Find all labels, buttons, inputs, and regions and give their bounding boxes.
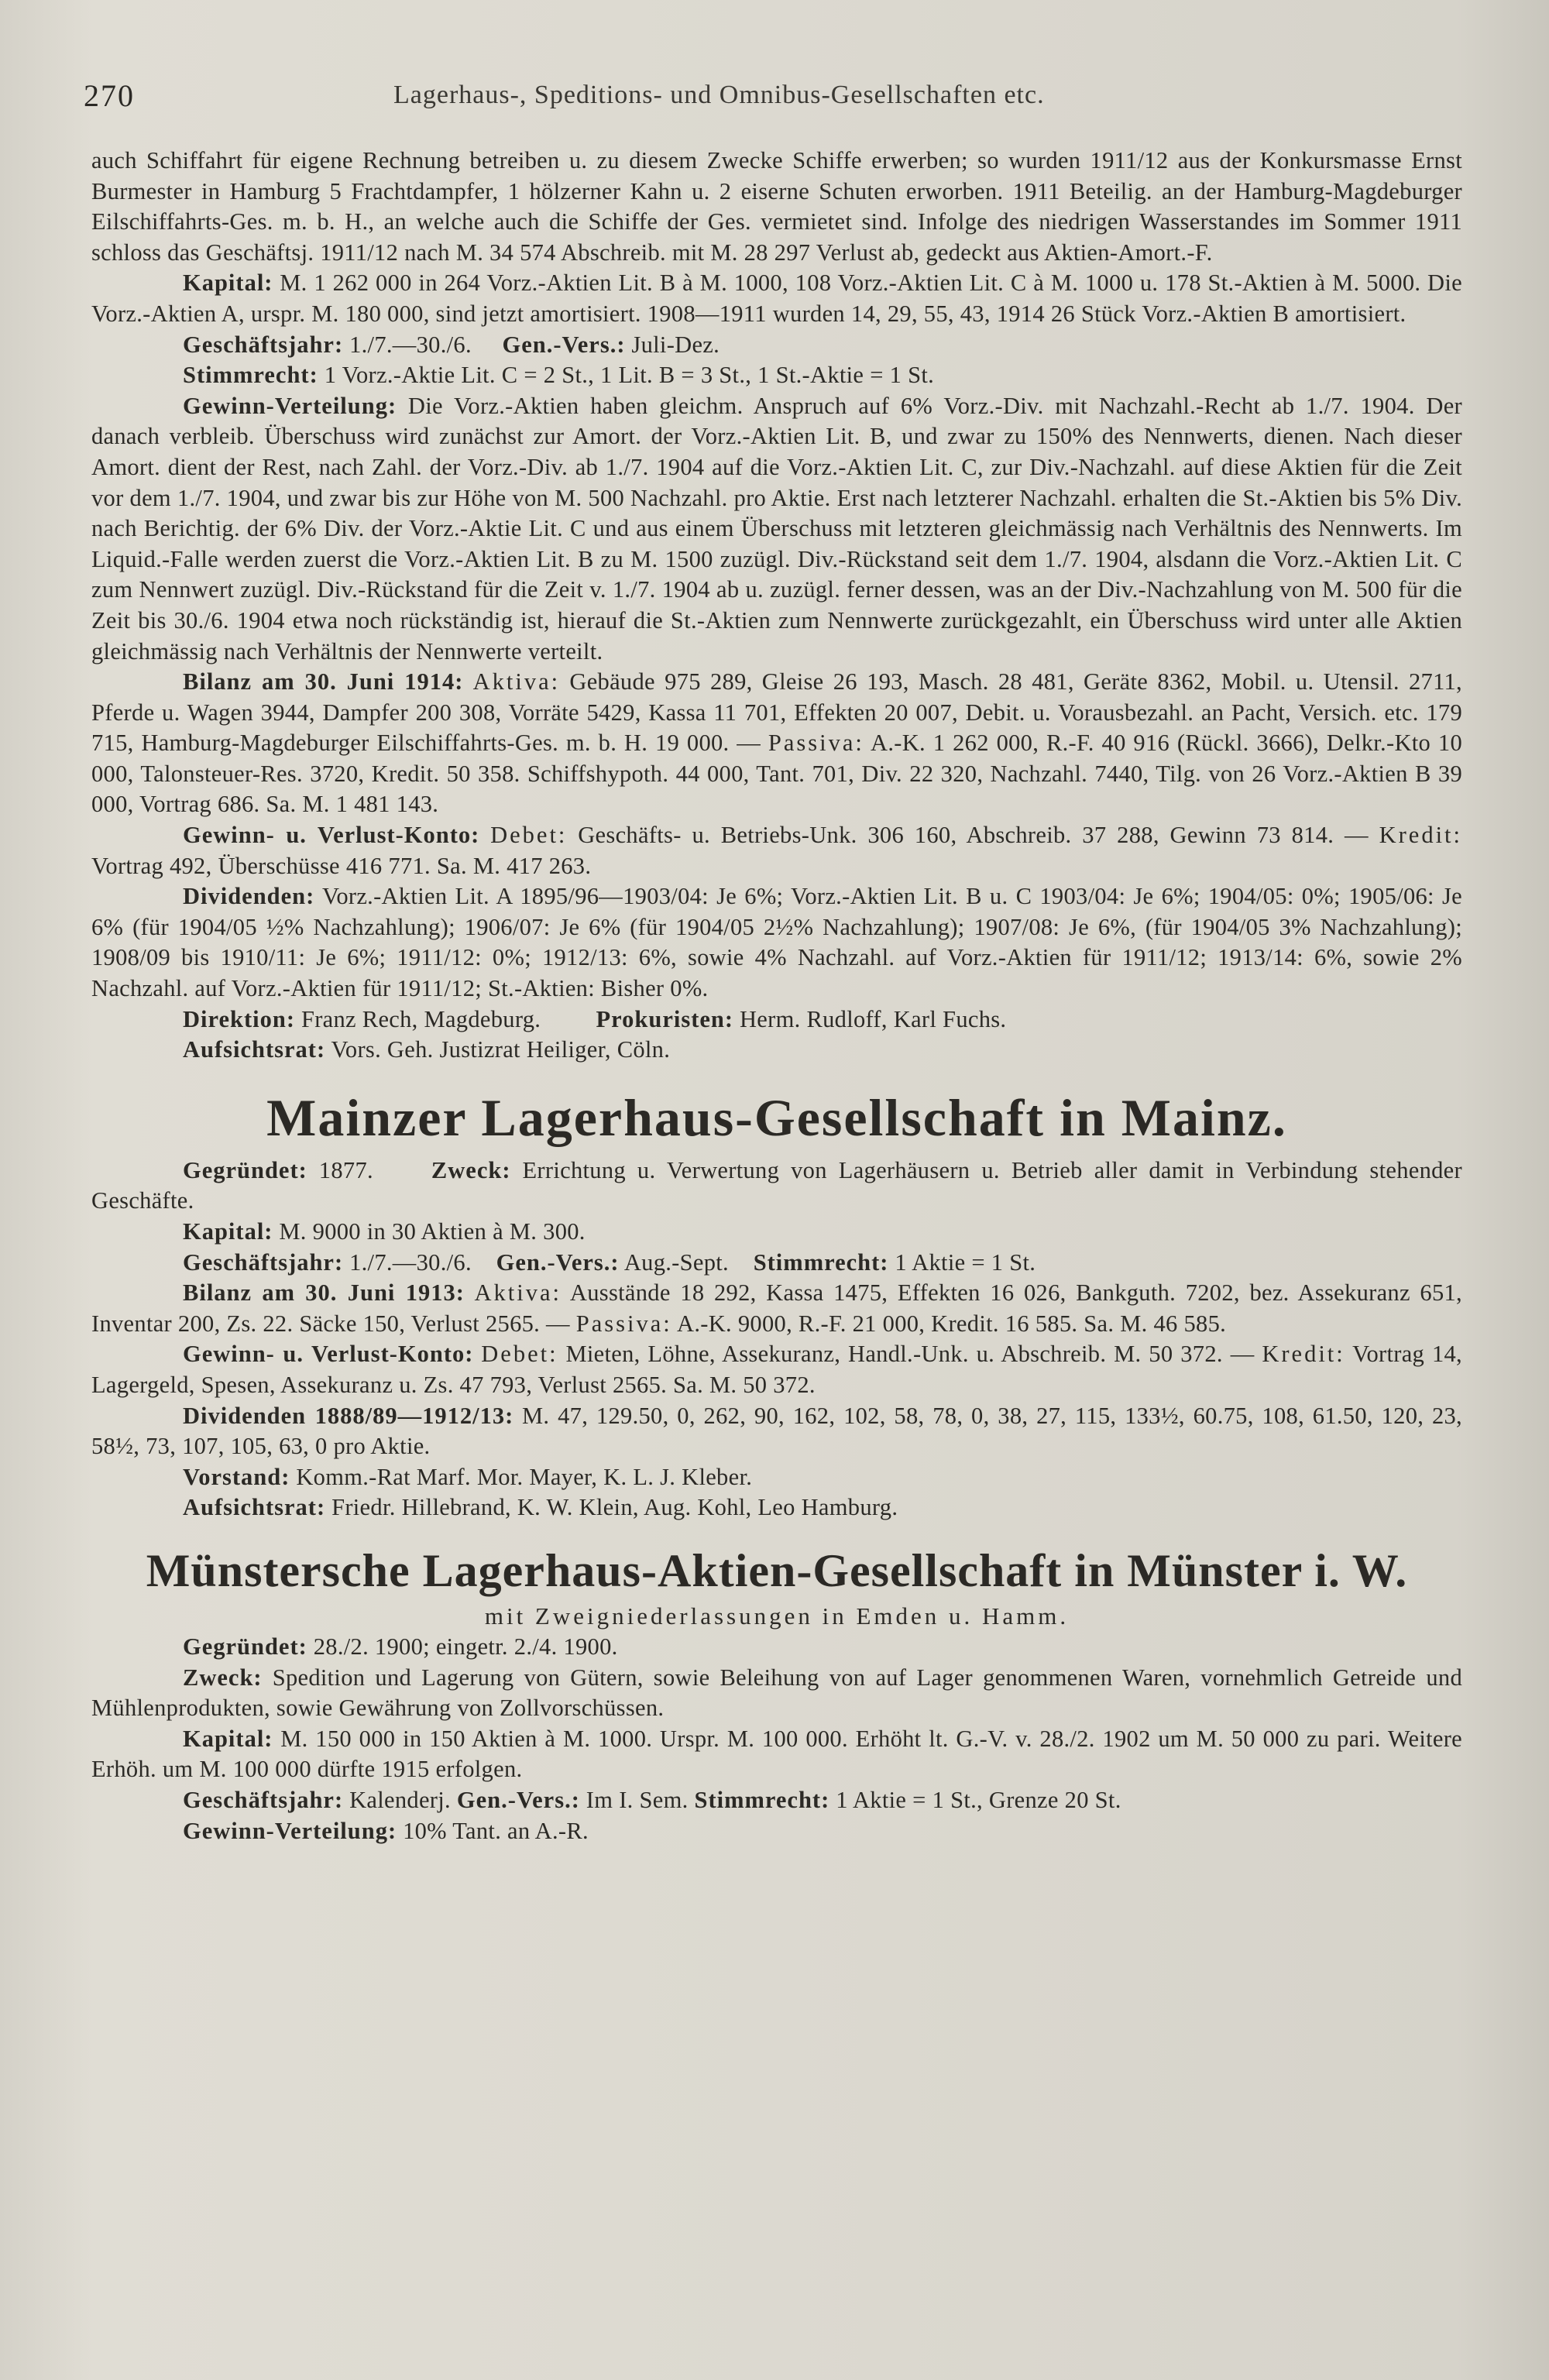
mainz-bilanz-entry — [91, 1278, 1462, 1339]
mainz-passiva-text: A.-K. 9000, R.-F. 21 000, Kredit. 16 585. Sa. M. 46 585. — [677, 1310, 1227, 1337]
gewinn-verteilung-text: Die Vorz.-Aktien haben gleichm. Anspruch auf 6% Vorz.-Div. mit Nachzahl.-Recht ab 1./7. 1904. Der danach verbleib. Überschuss wird zunächst zur Amort. der Vorz.-Aktien Lit. B, und zwar zu 150% des Nennwerts, dienen. Nach dieser Amort. dient der Rest, nach Zahl. der Vorz.-Div. ab 1./7. 1904 auf die Vorz.-Aktien Lit. C, zur Div.-Nachzahl. auf diese Aktien für die Zeit vor dem 1./7. 1904, und zwar bis zur Höhe von M. 500 Nachzahl. pro Aktie. Erst nach letzterer Nachzahl. erhalten die St.-Aktien bis 5% Div. nach Berichtig. der 6% Div. der Vorz.-Aktie Lit. C und aus einem Überschuss mit letzteren gleichmässig nach Verhältnis des Nennwerts. Im Liquid.-Falle werden zuerst die Vorz.-Aktien Lit. B zu M. 1500 zuzügl. Div.-Rückstand seit dem 1./7. 1904, alsdann die Vorz.-Aktien Lit. C zum Nennwert zuzügl. Div.-Rückstand für die Zeit v. 1./7. 1904 ab u. zuzügl. ferner dessen, was an der Div.-Nachzahlung von M. 500 für die Zeit bis 30./6. 1904 etwa noch rückständig ist, hierauf die St.-Aktien zum Nennwerte zurückgezahlt, ein Überschuss wird unter alle Aktien gleichmässig nach Verhältnis der Nennwerte verteilt. — [91, 392, 1462, 665]
munster-kapital-entry — [91, 1724, 1462, 1785]
debet-label: Debet: — [490, 822, 568, 849]
mainz-stimmrecht-text: 1 Aktie = 1 St. — [895, 1248, 1036, 1276]
mainz-vorstand-entry — [91, 1462, 1462, 1493]
mainz-debet-text: Mieten, Löhne, Assekuranz, Handl.-Unk. u. Abschreib. M. 50 372. — — [565, 1341, 1255, 1368]
mainz-kapital-label: Kapital: — [183, 1218, 273, 1245]
mainz-aktiva-label: Aktiva: — [474, 1279, 562, 1307]
munster-gegruendet-label: Gegründet: — [183, 1633, 307, 1660]
munster-kapital-text: M. 150 000 in 150 Aktien à M. 1000. Urspr. M. 100 000. Erhöht lt. G.-V. v. 28./2. 1902 um M. 50 000 zu pari. Weitere Erhöh. um M. 100 000 dürfte 1915 erfolgen. — [91, 1725, 1462, 1783]
kredit-label: Kredit: — [1379, 822, 1462, 849]
guv-entry — [91, 820, 1462, 881]
mainz-aufsichtsrat-text: Friedr. Hillebrand, K. W. Klein, Aug. Kohl, Leo Hamburg. — [331, 1494, 898, 1521]
mainz-dividenden-entry — [91, 1401, 1462, 1462]
munster-gewinn-verteilung-label: Gewinn-Verteilung: — [183, 1817, 397, 1844]
stimmrecht-text: 1 Vorz.-Aktie Lit. C = 2 St., 1 Lit. B = 3 St., 1 St.-Aktie = 1 St. — [324, 362, 935, 389]
mainz-kapital-entry — [91, 1217, 1462, 1248]
mainz-vorstand-text: Komm.-Rat Marf. Mor. Mayer, K. L. J. Kleber. — [296, 1463, 753, 1490]
mainz-gen-vers-text: Aug.-Sept. — [623, 1248, 729, 1276]
munster-stimmrecht-label: Stimmrecht: — [694, 1786, 830, 1813]
passiva-label: Passiva: — [768, 730, 864, 757]
guv-label: Gewinn- u. Verlust-Konto: — [183, 822, 480, 849]
munster-stimmrecht-text: 1 Aktie = 1 St., Grenze 20 St. — [836, 1786, 1121, 1813]
aufsichtsrat-entry — [91, 1035, 1462, 1066]
munster-gewinn-verteilung-entry — [91, 1816, 1462, 1847]
munster-gen-vers-text: Im I. Sem. — [586, 1786, 689, 1813]
direktion-text: Franz Rech, Magdeburg. — [301, 1005, 541, 1032]
debet-text: Geschäfts- u. Betriebs-Unk. 306 160, Abschreib. 37 288, Gewinn 73 814. — — [578, 822, 1369, 849]
geschaeftsjahr-text: 1./7.—30./6. — [349, 331, 472, 358]
munster-gewinn-verteilung-text: 10% Tant. an A.-R. — [403, 1817, 589, 1844]
bilanz-label: Bilanz am 30. Juni 1914: — [183, 668, 464, 695]
kredit-text: Vortrag 492, Überschüsse 416 771. Sa. M. 417 263. — [91, 852, 592, 879]
page-number: 270 — [84, 78, 135, 113]
mainz-debet-label: Debet: — [481, 1341, 558, 1368]
mainz-gen-vers-label: Gen.-Vers.: — [496, 1248, 620, 1276]
munster-zweck-label: Zweck: — [183, 1664, 263, 1691]
mainz-geschaeftsjahr-label: Geschäftsjahr: — [183, 1248, 344, 1276]
mainz-passiva-label: Passiva: — [575, 1310, 672, 1337]
aktiva-text: Gebäude 975 289, Gleise 26 193, Masch. 28 481, Geräte 8362, Mobil. u. Utensil. 2711, Pferde u. Wagen 3944, Dampfer 200 308, Vorräte 5429, Kassa 11 701, Effekten 20 007, Debit. u. Vorausbezahl. an Pacht, Versich. etc. 179 715, Hamburg-Magdeburger Eilschiffahrts-Ges. m. b. H. 19 000. — — [91, 668, 1462, 757]
geschaeftsjahr-label: Geschäftsjahr: — [183, 331, 344, 358]
munster-geschaeftsjahr-entry — [91, 1785, 1462, 1816]
mainz-zweck-label: Zweck: — [431, 1156, 511, 1183]
munster-geschaeftsjahr-label: Geschäftsjahr: — [183, 1786, 344, 1813]
mainz-bilanz-label: Bilanz am 30. Juni 1913: — [183, 1279, 465, 1307]
munster-zweck-text: Spedition und Lagerung von Gütern, sowie Beleihung von auf Lager genommenen Waren, vornehmlich Getreide und Mühlenprodukten, sowie Gewährung von Zollvorschüssen. — [91, 1664, 1462, 1722]
dividenden-text: Vorz.-Aktien Lit. A 1895/96—1903/04: Je 6%; Vorz.-Aktien Lit. B u. C 1903/04: Je 6%; 1904/05: 0%; 1905/06: Je 6% (für 1904/05 ½% Nachzahlung); 1906/07: Je 6% (für 1904/05 2½% Nachzahlung); 1907/08: Je 6%, (für 1904/05 3% Nachzahlung); 1908/09 bis 1910/11: Je 6%; 1911/12: 0%; 1912/13: 6%, sowie 4% Nachzahl. auf Vorz.-Aktien für 1911/12; 1913/14: 6%, sowie 2% Nachzahl. auf Vorz.-Aktien für 1911/12; St.-Aktien: Bisher 0%. — [91, 883, 1462, 1002]
aufsichtsrat-label: Aufsichtsrat: — [183, 1036, 326, 1063]
page-header — [84, 77, 1478, 124]
mainz-aufsichtsrat-label: Aufsichtsrat: — [183, 1494, 326, 1521]
mainz-kredit-text: Vortrag 14, Lagergeld, Spesen, Assekuranz u. Zs. 47 793, Verlust 2565. Sa. M. 50 372. — [91, 1341, 1462, 1398]
geschaeftsjahr-entry — [91, 330, 1462, 361]
stimmrecht-entry — [91, 360, 1462, 391]
mainz-vorstand-label: Vorstand: — [183, 1463, 290, 1490]
dividenden-entry — [91, 881, 1462, 1004]
mainz-geschaeftsjahr-entry — [91, 1248, 1462, 1279]
kapital-label: Kapital: — [183, 270, 273, 297]
munster-company-heading: Münstersche Lagerhaus-Aktien-Gesellschaft in Münster i. W. — [146, 1544, 1408, 1596]
mainz-dividenden-label: Dividenden 1888/89—1912/13: — [183, 1402, 514, 1429]
mainz-gegruendet-text: 1877. — [318, 1156, 373, 1183]
mainz-aufsichtsrat-entry — [91, 1492, 1462, 1523]
mainz-geschaeftsjahr-text: 1./7.—30./6. — [349, 1248, 472, 1276]
munster-gegruendet-entry — [91, 1632, 1462, 1663]
mainz-gegruendet-entry — [91, 1156, 1462, 1217]
aufsichtsrat-text: Vors. Geh. Justizrat Heiliger, Cöln. — [331, 1036, 671, 1063]
gewinn-verteilung-entry — [91, 391, 1462, 667]
mainz-guv-entry — [91, 1339, 1462, 1400]
aktiva-label: Aktiva: — [472, 668, 561, 695]
prokuristen-text: Herm. Rudloff, Karl Fuchs. — [739, 1005, 1007, 1032]
direktion-entry — [91, 1005, 1462, 1035]
gen-vers-label: Gen.-Vers.: — [502, 331, 626, 358]
mainz-stimmrecht-label: Stimmrecht: — [753, 1248, 889, 1276]
passiva-text: A.-K. 1 262 000, R.-F. 40 916 (Rückl. 3666), Delkr.-Kto 10 000, Talonsteuer-Res. 3720, Kredit. 50 358. Schiffshypoth. 44 000, Tant. 701, Div. 22 320, Nachzahl. 7440, Tilg. von 26 Vorz.-Aktien B 39 000, Vortrag 686. Sa. M. 1 481 143. — [91, 730, 1462, 818]
bilanz-entry — [91, 667, 1462, 820]
gen-vers-text: Juli-Dez. — [631, 331, 720, 358]
munster-zweck-entry — [91, 1663, 1462, 1724]
mainz-gegruendet-label: Gegründet: — [183, 1156, 307, 1183]
prokuristen-label: Prokuristen: — [596, 1005, 734, 1032]
kapital-text: M. 1 262 000 in 264 Vorz.-Aktien Lit. B à M. 1000, 108 Vorz.-Aktien Lit. C à M. 1000 u. 178 St.-Aktien à M. 5000. Die Vorz.-Aktien A, urspr. M. 180 000, sind jetzt amortisiert. 1908—1911 wurden 14, 29, 55, 43, 1914 26 Stück Vorz.-Aktien B amortisiert. — [91, 270, 1462, 327]
direktion-label: Direktion: — [183, 1005, 295, 1032]
mainz-kapital-text: M. 9000 in 30 Aktien à M. 300. — [279, 1218, 586, 1245]
mainz-dividenden-text: M. 47, 129.50, 0, 262, 90, 162, 102, 58, 78, 0, 38, 27, 115, 133½, 60.75, 108, 61.50, 120, 23, 58½, 73, 107, 105, 63, 0 pro Aktie. — [91, 1402, 1462, 1460]
kapital-entry — [91, 268, 1462, 329]
mainz-zweck-text: Errichtung u. Verwertung von Lagerhäusern u. Betrieb aller damit in Verbindung stehender Geschäfte. — [91, 1156, 1462, 1214]
mainz-company-heading: Mainzer Lagerhaus-Gesellschaft in Mainz. — [266, 1087, 1287, 1147]
munster-kapital-label: Kapital: — [183, 1725, 273, 1752]
munster-geschaeftsjahr-text: Kalenderj. — [349, 1786, 451, 1813]
stimmrecht-label: Stimmrecht: — [183, 362, 318, 389]
mainz-aktiva-text: Ausstände 18 292, Kassa 1475, Effekten 16 026, Bankguth. 7202, bez. Assekuranz 651, Inventar 200, Zs. 22. Säcke 150, Verlust 2565. — — [91, 1279, 1462, 1337]
munster-gegruendet-text: 28./2. 1900; eingetr. 2./4. 1900. — [313, 1633, 618, 1660]
continuation-paragraph: auch Schiffahrt für eigene Rechnung betreiben u. zu diesem Zwecke Schiffe erwerben; so wurden 1911/12 aus der Konkursmasse Ernst Burmester in Hamburg 5 Frachtdampfer, 1 hölzerner Kahn u. 2 eiserne Schuten erworben. 1911 Beteilig. an der Hamburg-Magdeburger Eilschiffahrts-Ges. m. b. H., an welche auch die Schiffe der Ges. vermietet sind. Infolge des niedrigen Wasserstandes im Sommer 1911 schloss das Geschäftsj. 1911/12 nach M. 34 574 Abschreib. mit M. 28 297 Verlust ab, gedeckt aus Aktien-Amort.-F. — [91, 147, 1462, 266]
gewinn-verteilung-label: Gewinn-Verteilung: — [183, 392, 397, 419]
munster-subtitle: mit Zweigniederlassungen in Emden u. Hamm. — [484, 1602, 1070, 1630]
mainz-kredit-label: Kredit: — [1262, 1341, 1345, 1368]
dividenden-label: Dividenden: — [183, 883, 315, 910]
munster-gen-vers-label: Gen.-Vers.: — [456, 1786, 580, 1813]
mainz-guv-label: Gewinn- u. Verlust-Konto: — [183, 1341, 474, 1368]
page-body — [91, 146, 1462, 1846]
running-title: Lagerhaus-, Speditions- und Omnibus-Gesellschaften etc. — [393, 81, 1045, 109]
